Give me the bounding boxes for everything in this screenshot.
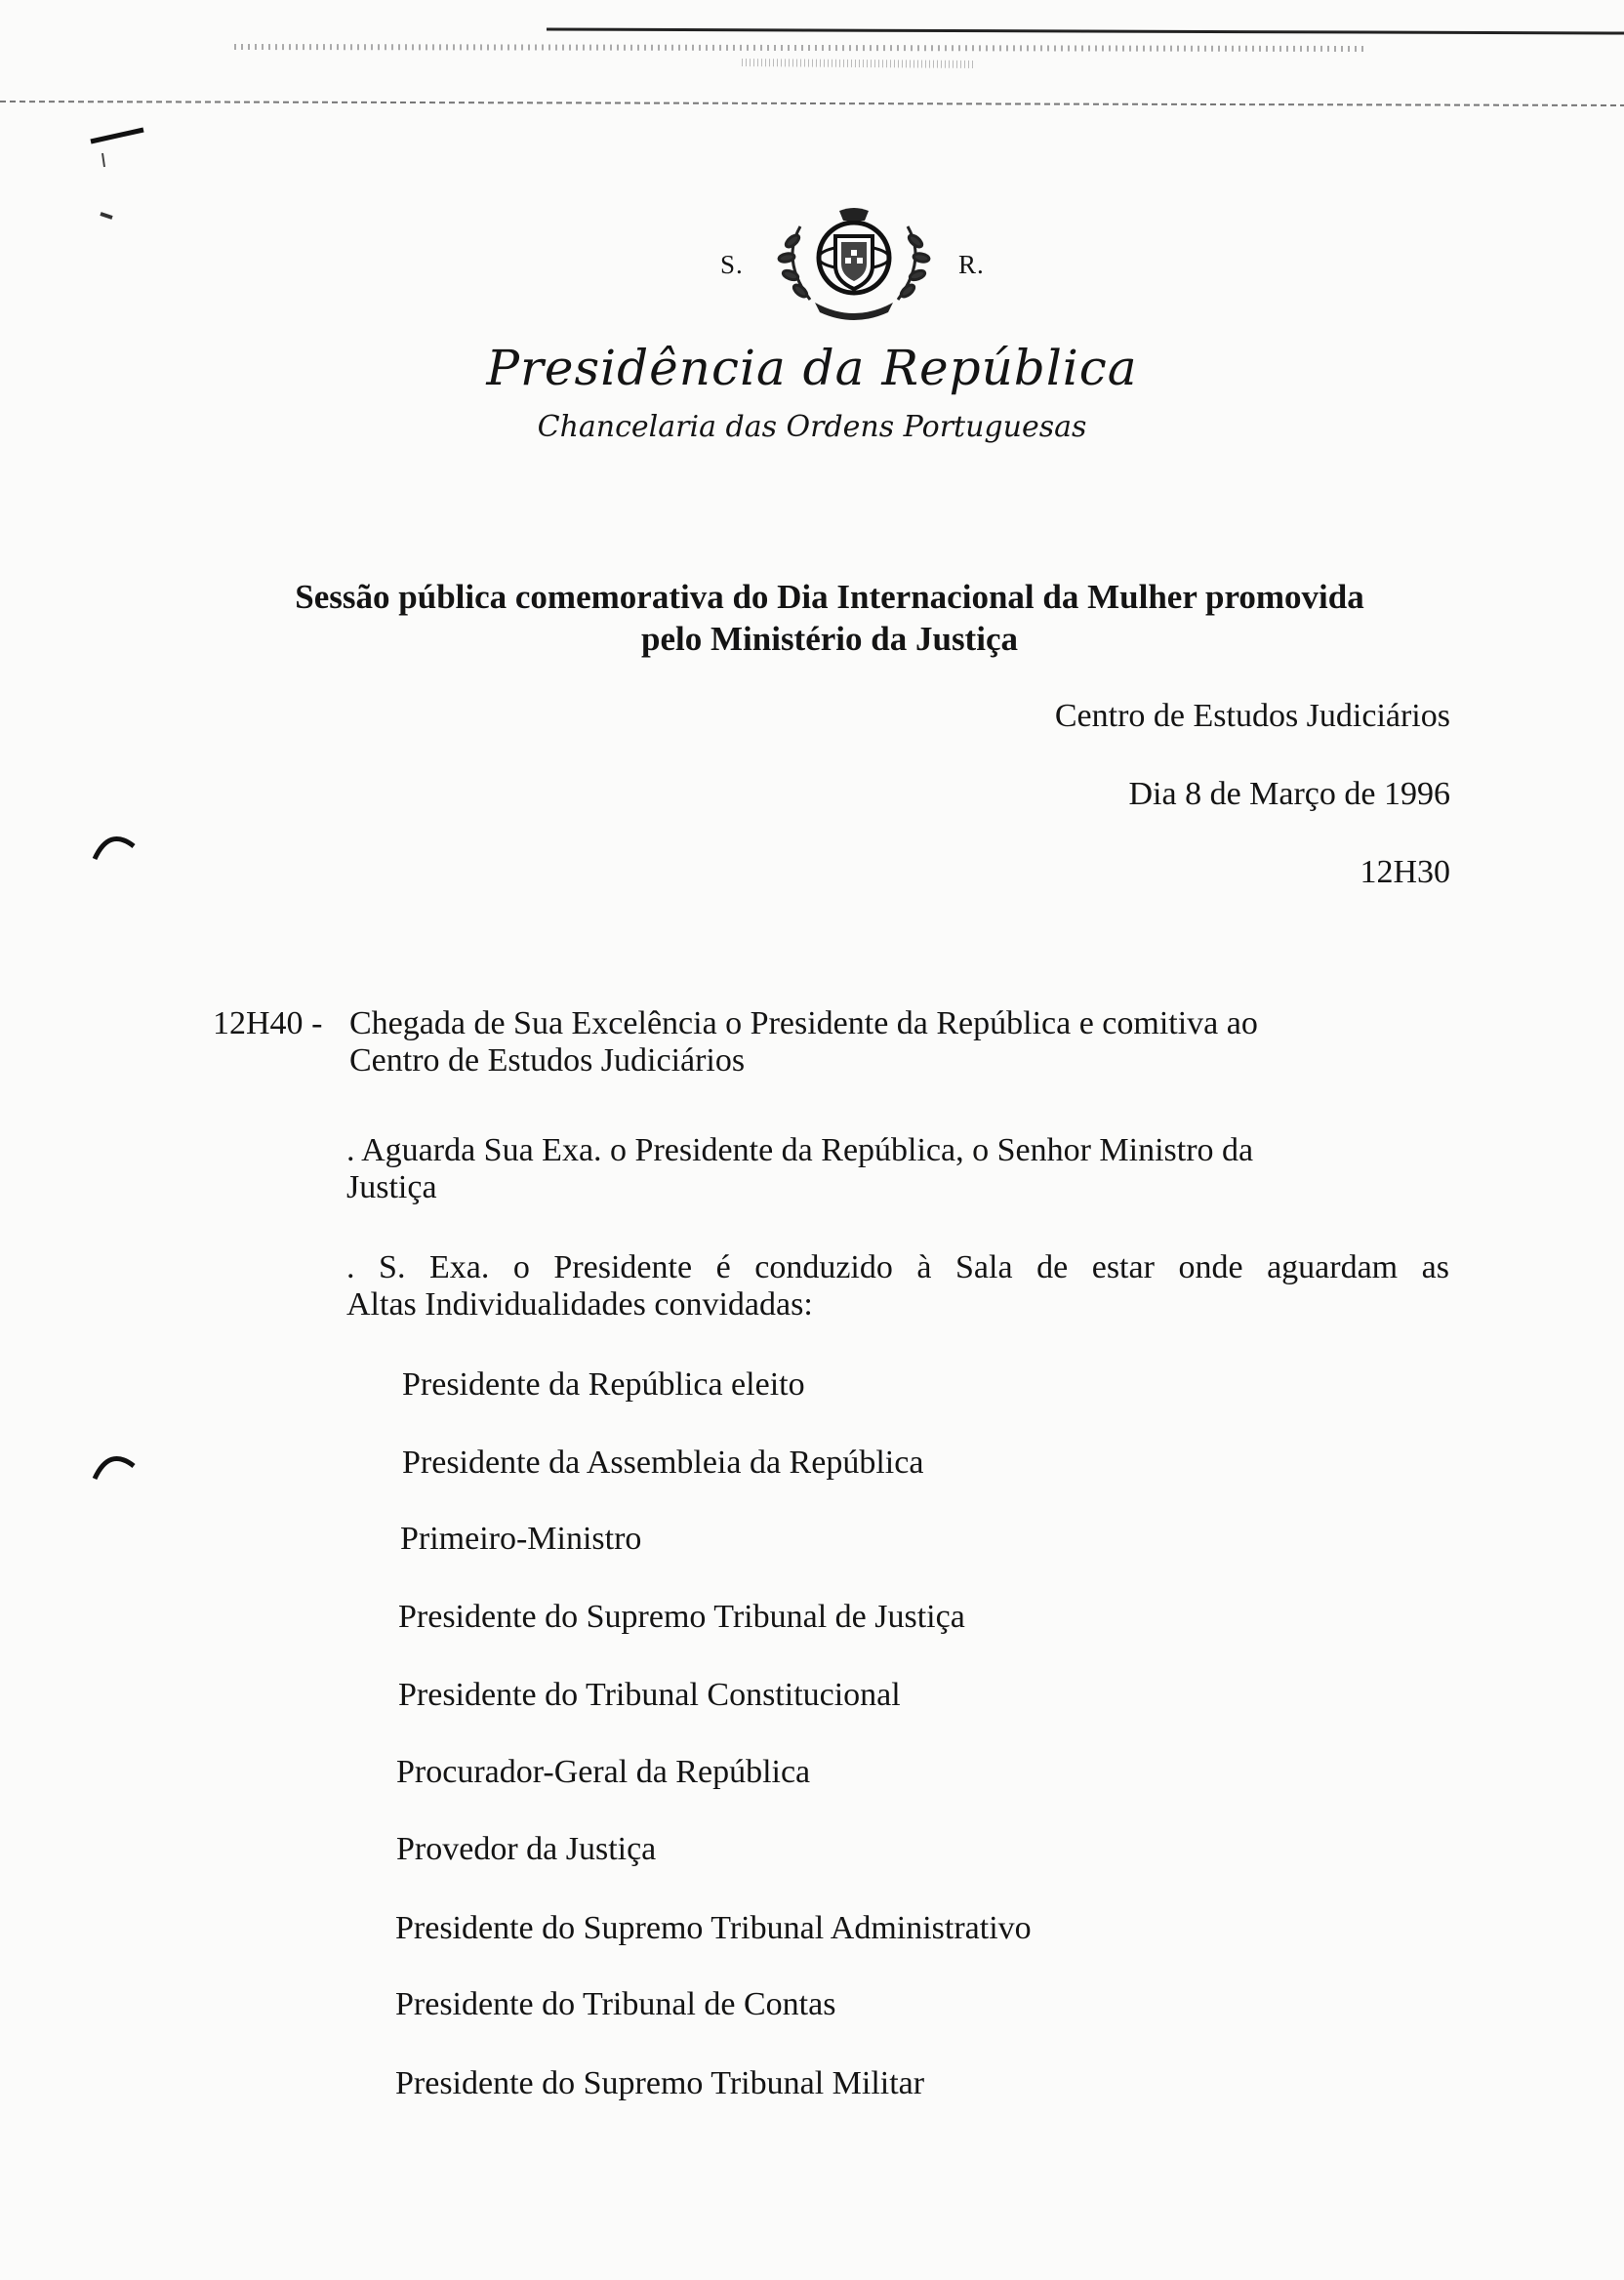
await-line-1: . Aguarda Sua Exa. o Presidente da República, o Senhor Ministro da [346, 1132, 1254, 1168]
guest-item: Presidente da Assembleia da República [402, 1445, 924, 1481]
punch-mark-1 [90, 825, 139, 864]
guest-item: Presidente do Supremo Tribunal Militar [395, 2065, 925, 2101]
guest-item: Procurador-Geral da República [396, 1754, 811, 1790]
portuguese-coat-of-arms-icon [771, 207, 937, 324]
scan-noise-top [0, 0, 1624, 127]
title-line-1: Sessão pública comemorativa do Dia Internacional da Mulher promovida [295, 578, 1364, 616]
agenda-time: 12H40 - [213, 1005, 323, 1041]
guest-item: Presidente do Tribunal de Contas [395, 1986, 836, 2022]
department-name: Chancelaria das Ordens Portuguesas [537, 410, 1087, 444]
header-r: R. [958, 250, 985, 279]
title-line-2: pelo Ministério da Justiça [641, 620, 1018, 658]
guest-item: Presidente do Supremo Tribunal de Justiça [398, 1599, 965, 1635]
arrival-line-1: Chegada de Sua Excelência o Presidente da República e comitiva ao [349, 1005, 1258, 1041]
conduct-line-2: Altas Individualidades convidadas: [346, 1286, 813, 1323]
guest-item: Presidente do Supremo Tribunal Administrativo [395, 1910, 1032, 1946]
event-location: Centro de Estudos Judiciários [1054, 698, 1450, 734]
await-line-2: Justiça [346, 1169, 437, 1205]
agenda-arrival [349, 1005, 1258, 1079]
document-title [195, 576, 1464, 660]
agenda-conduct [346, 1249, 1449, 1323]
guest-item: Presidente do Tribunal Constitucional [398, 1677, 901, 1713]
guest-item: Provedor da Justiça [396, 1831, 657, 1867]
scan-mark-left [83, 122, 151, 229]
event-time: 12H30 [1360, 854, 1450, 890]
punch-mark-2 [90, 1445, 139, 1484]
guest-item: Primeiro-Ministro [400, 1521, 642, 1557]
guest-item: Presidente da República eleito [402, 1366, 805, 1403]
institution-name: Presidência da República [486, 340, 1138, 396]
agenda-await [346, 1132, 1253, 1206]
agenda-time-value: 12H40 [213, 1005, 304, 1041]
event-date: Dia 8 de Março de 1996 [1128, 776, 1450, 812]
header-s: S. [720, 250, 744, 279]
arrival-line-2: Centro de Estudos Judiciários [349, 1042, 746, 1079]
conduct-line-1: . S. Exa. o Presidente é conduzido à Sala de estar onde aguardam as [346, 1249, 1449, 1285]
